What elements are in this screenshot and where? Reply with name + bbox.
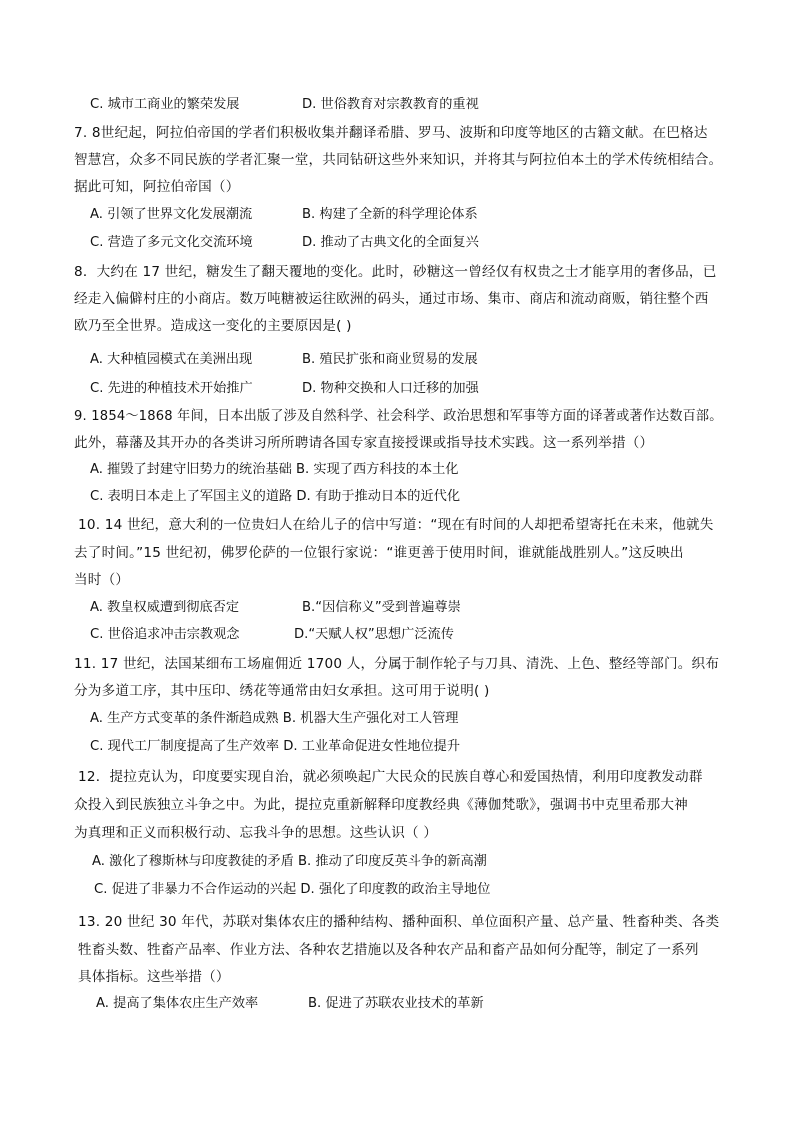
question-8-line-3: 欧乃至全世界。造成这一变化的主要原因是( ) xyxy=(74,318,352,334)
question-13-line-2: 牲畜头数、牲畜产品率、作业方法、各种农艺措施以及各种农产品和畜产品如何分配等，制定了一系列 xyxy=(78,942,699,958)
question-7-line-3: 据此可知，阿拉伯帝国（） xyxy=(74,179,240,195)
option-q10-d: D.“天赋人权”思想广泛流传 xyxy=(294,627,454,642)
option-q13-b: B. 促进了苏联农业技术的革新 xyxy=(308,996,484,1011)
option-q11-cd: C. 现代工厂制度提高了生产效率 D. 工业革命促进女性地位提升 xyxy=(90,739,461,754)
option-q7-c: C. 营造了多元文化交流环境 xyxy=(90,235,253,250)
question-13-line-1: 13. 20 世纪 30 年代，苏联对集体农庄的播种结构、播种面积、单位面积产量、总产量、牲畜种类、各类 xyxy=(78,914,720,930)
option-q6-c: C. 城市工商业的繁荣发展 xyxy=(90,97,240,112)
option-q12-cd: C. 促进了非暴力不合作运动的兴起 D. 强化了印度教的政治主导地位 xyxy=(94,882,491,897)
question-11-line-2: 分为多道工序，其中压印、绣花等通常由妇女承担。这可用于说明( ) xyxy=(74,683,490,699)
option-q8-d: D. 物种交换和人口迁移的加强 xyxy=(302,381,479,396)
question-8-line-2: 经走入偏僻村庄的小商店。数万吨糖被运往欧洲的码头，通过市场、集市、商店和流动商贩，销往整个西 xyxy=(74,291,709,307)
question-12-line-2: 众投入到民族独立斗争之中。为此，提拉克重新解释印度教经典《薄伽梵歌》，强调书中克里希那大神 xyxy=(74,797,688,813)
option-q8-c: C. 先进的种植技术开始推广 xyxy=(90,381,253,396)
question-10-line-2: 去了时间。”15 世纪初，佛罗伦萨的一位银行家说：“谁更善于使用时间，谁就能战胜别人。”这反映出 xyxy=(74,545,684,561)
question-7-line-1: 7. 8世纪起，阿拉伯帝国的学者们积极收集并翻译希腊、罗马、波斯和印度等地区的古籍文献。在巴格达 xyxy=(74,125,708,141)
option-q13-a: A. 提高了集体农庄生产效率 xyxy=(96,996,259,1011)
option-q9-cd: C. 表明日本走上了军国主义的道路 D. 有助于推动日本的近代化 xyxy=(90,489,461,504)
question-12-line-3: 为真理和正义而积极行动、忘我斗争的思想。这些认识（ ） xyxy=(74,825,438,841)
option-q11-ab: A. 生产方式变革的条件渐趋成熟 B. 机器大生产强化对工人管理 xyxy=(90,711,459,726)
question-10-line-1: 10. 14 世纪，意大利的一位贵妇人在给儿子的信中写道：“现在有时间的人却把希望寄托在未来，他就失 xyxy=(78,517,714,533)
option-q10-b: B.“因信称义”受到普遍尊崇 xyxy=(302,600,461,615)
option-q8-b: B. 殖民扩张和商业贸易的发展 xyxy=(302,352,478,367)
question-9-line-1: 9. 1854～1868 年间，日本出版了涉及自然科学、社会科学、政治思想和军事等方面的译著或著作达数百部。 xyxy=(74,408,723,424)
question-11-line-1: 11. 17 世纪，法国某细布工场雇佣近 1700 人，分属于制作轮子与刀具、清洗、上色、整经等部门。织布 xyxy=(74,656,720,672)
option-q12-ab: A. 激化了穆斯林与印度教徒的矛盾 B. 推动了印度反英斗争的新高潮 xyxy=(92,854,487,869)
question-10-line-3: 当时（） xyxy=(74,572,130,588)
option-q10-a: A. 教皇权威遭到彻底否定 xyxy=(90,600,240,615)
question-12-line-1: 12．提拉克认为，印度要实现自治，就必须唤起广大民众的民族自尊心和爱国热情，利用印度教发动群 xyxy=(78,769,703,785)
question-7-line-2: 智慧宫，众多不同民族的学者汇聚一堂，共同钻研这些外来知识，并将其与阿拉伯本土的学术传统相结合。 xyxy=(74,152,723,168)
option-q7-b: B. 构建了全新的科学理论体系 xyxy=(302,207,478,222)
option-q10-c: C. 世俗追求冲击宗教观念 xyxy=(90,627,240,642)
option-q7-d: D. 推动了古典文化的全面复兴 xyxy=(302,235,479,250)
option-q9-ab: A. 摧毁了封建守旧势力的统治基础 B. 实现了西方科技的本土化 xyxy=(90,462,459,477)
question-13-line-3: 具体指标。这些举措（） xyxy=(78,969,230,985)
option-q8-a: A. 大种植园模式在美洲出现 xyxy=(90,352,253,367)
option-q7-a: A. 引领了世界文化发展潮流 xyxy=(90,207,253,222)
question-8-line-1: 8．大约在 17 世纪，糖发生了翻天覆地的变化。此时，砂糖这一曾经仅有权贵之士才能享用的奢侈品，已 xyxy=(74,264,717,280)
question-9-line-2: 此外，幕藩及其开办的各类讲习所所聘请各国专家直接授课或指导技术实践。这一系列举措（） xyxy=(74,435,654,451)
option-q6-d: D. 世俗教育对宗教教育的重视 xyxy=(302,97,479,112)
